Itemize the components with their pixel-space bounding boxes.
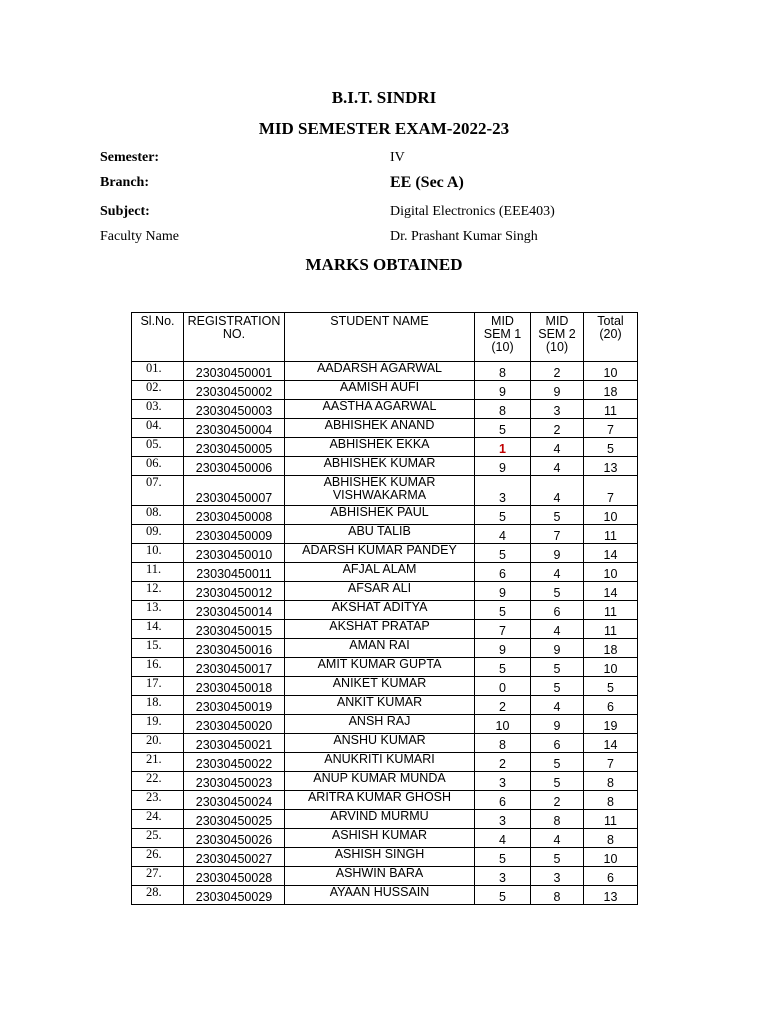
- mid-sem-2-cell: 4: [531, 829, 584, 848]
- total-cell: 8: [584, 829, 638, 848]
- table-row: [132, 867, 638, 886]
- table-row: [132, 715, 638, 734]
- student-name-cell: ANSHU KUMAR: [285, 734, 475, 753]
- header-total: Total (20): [584, 313, 638, 362]
- registration-cell: 23030450003: [184, 400, 285, 419]
- total-cell: 11: [584, 525, 638, 544]
- mid-sem-1-cell: 6: [475, 791, 531, 810]
- student-name-cell: ANIKET KUMAR: [285, 677, 475, 696]
- total-cell: 7: [584, 476, 638, 506]
- registration-cell: 23030450019: [184, 696, 285, 715]
- table-row: [132, 525, 638, 544]
- faculty-label: Faculty Name: [100, 229, 179, 244]
- sl-no-cell: 06.: [132, 457, 184, 476]
- mid-sem-2-cell: 2: [531, 791, 584, 810]
- branch-value: EE (Sec A): [390, 174, 464, 191]
- marks-obtained-title: MARKS OBTAINED: [305, 255, 463, 274]
- subject-label: Subject:: [100, 204, 150, 219]
- sl-no-cell: 10.: [132, 544, 184, 563]
- student-name-cell: AFJAL ALAM: [285, 563, 475, 582]
- total-cell: 11: [584, 400, 638, 419]
- sl-no-cell: 08.: [132, 506, 184, 525]
- table-row: [132, 362, 638, 381]
- table-header-row: [132, 313, 638, 362]
- student-name-line-2: VISHWAKARMA: [332, 488, 427, 502]
- mid-sem-2-cell: 5: [531, 772, 584, 791]
- table-row: [132, 506, 638, 525]
- mid-sem-1-cell: 4: [475, 525, 531, 544]
- registration-cell: 23030450025: [184, 810, 285, 829]
- mid-sem-2-cell: 2: [531, 362, 584, 381]
- total-cell: 10: [584, 362, 638, 381]
- mid-sem-1-cell: 9: [475, 457, 531, 476]
- student-name-cell: AMAN RAI: [285, 639, 475, 658]
- student-name-cell: AFSAR ALI: [285, 582, 475, 601]
- mid-sem-1-cell: 7: [475, 620, 531, 639]
- registration-cell: 23030450021: [184, 734, 285, 753]
- semester-label: Semester:: [100, 150, 160, 165]
- student-name-cell: ABHISHEK EKKA: [285, 438, 475, 457]
- student-name-cell: AKSHAT PRATAP: [285, 620, 475, 639]
- registration-cell: 23030450002: [184, 381, 285, 400]
- table-row: [132, 381, 638, 400]
- table-row: [132, 772, 638, 791]
- sl-no-cell: 07.: [132, 476, 184, 506]
- student-name-cell: ARVIND MURMU: [285, 810, 475, 829]
- total-cell: 18: [584, 639, 638, 658]
- table-row: [132, 620, 638, 639]
- student-name-cell: AKSHAT ADITYA: [285, 601, 475, 620]
- sl-no-cell: 18.: [132, 696, 184, 715]
- student-name-cell: ABHISHEK KUMAR: [285, 457, 475, 476]
- mid-sem-1-cell: 9: [475, 582, 531, 601]
- mid-sem-2-cell: 9: [531, 639, 584, 658]
- mid-sem-2-cell: 9: [531, 381, 584, 400]
- total-cell: 7: [584, 419, 638, 438]
- total-cell: 14: [584, 582, 638, 601]
- table-row: [132, 601, 638, 620]
- total-cell: 10: [584, 563, 638, 582]
- student-name-cell: ASHISH KUMAR: [285, 829, 475, 848]
- total-cell: 5: [584, 438, 638, 457]
- registration-cell: 23030450029: [184, 886, 285, 905]
- mid-sem-2-cell: 2: [531, 419, 584, 438]
- mid-sem-2-cell: 8: [531, 886, 584, 905]
- table-row: [132, 810, 638, 829]
- total-cell: 6: [584, 867, 638, 886]
- registration-cell: 23030450016: [184, 639, 285, 658]
- mid-sem-1-cell: 3: [475, 810, 531, 829]
- sl-no-cell: 11.: [132, 563, 184, 582]
- mid-sem-2-cell: 4: [531, 696, 584, 715]
- sl-no-cell: 19.: [132, 715, 184, 734]
- registration-cell: 23030450001: [184, 362, 285, 381]
- mid-sem-2-cell: 9: [531, 715, 584, 734]
- table-row: [132, 582, 638, 601]
- mid-sem-1-cell: 3: [475, 772, 531, 791]
- mid-sem-2-cell: 4: [531, 563, 584, 582]
- faculty-value: Dr. Prashant Kumar Singh: [390, 229, 538, 244]
- table-row: [132, 476, 638, 506]
- mid-sem-1-cell: 4: [475, 829, 531, 848]
- total-cell: 8: [584, 791, 638, 810]
- sl-no-cell: 26.: [132, 848, 184, 867]
- total-cell: 8: [584, 772, 638, 791]
- registration-cell: 23030450008: [184, 506, 285, 525]
- table-row: [132, 563, 638, 582]
- mid-sem-2-cell: 5: [531, 677, 584, 696]
- sl-no-cell: 28.: [132, 886, 184, 905]
- sl-no-cell: 02.: [132, 381, 184, 400]
- marks-table: [131, 312, 638, 905]
- header-mid-sem-2: MID SEM 2 (10): [531, 313, 584, 362]
- student-name-cell: AYAAN HUSSAIN: [285, 886, 475, 905]
- student-name-cell: AASTHA AGARWAL: [285, 400, 475, 419]
- mid-sem-2-cell: 5: [531, 753, 584, 772]
- student-name-cell: ANUKRITI KUMARI: [285, 753, 475, 772]
- mid-sem-1-cell: 5: [475, 544, 531, 563]
- table-row: [132, 829, 638, 848]
- mid-sem-1-cell: 9: [475, 639, 531, 658]
- total-cell: 10: [584, 658, 638, 677]
- student-name-line-1: ABHISHEK KUMAR: [323, 475, 436, 489]
- mid-sem-2-cell: 7: [531, 525, 584, 544]
- sl-no-cell: 14.: [132, 620, 184, 639]
- registration-cell: 23030450004: [184, 419, 285, 438]
- student-name-cell: ANSH RAJ: [285, 715, 475, 734]
- mid-sem-2-cell: 5: [531, 658, 584, 677]
- sl-no-cell: 13.: [132, 601, 184, 620]
- sl-no-cell: 01.: [132, 362, 184, 381]
- table-row: [132, 658, 638, 677]
- registration-cell: 23030450007: [184, 476, 285, 506]
- mid-sem-2-cell: 6: [531, 601, 584, 620]
- total-cell: 11: [584, 810, 638, 829]
- mid-sem-2-cell: 5: [531, 582, 584, 601]
- mid-sem-1-cell: 6: [475, 563, 531, 582]
- total-cell: 19: [584, 715, 638, 734]
- table-row: [132, 544, 638, 563]
- registration-cell: 23030450023: [184, 772, 285, 791]
- student-name-cell: ANUP KUMAR MUNDA: [285, 772, 475, 791]
- sl-no-cell: 20.: [132, 734, 184, 753]
- registration-cell: 23030450014: [184, 601, 285, 620]
- registration-cell: 23030450028: [184, 867, 285, 886]
- mid-sem-1-cell: 0: [475, 677, 531, 696]
- registration-cell: 23030450009: [184, 525, 285, 544]
- total-cell: 13: [584, 886, 638, 905]
- header-registration-no: REGISTRATION NO.: [184, 313, 285, 362]
- registration-cell: 23030450006: [184, 457, 285, 476]
- total-cell: 11: [584, 601, 638, 620]
- mid-sem-1-cell: 3: [475, 867, 531, 886]
- mid-sem-2-cell: 6: [531, 734, 584, 753]
- mid-sem-1-cell: 2: [475, 696, 531, 715]
- total-cell: 6: [584, 696, 638, 715]
- institute-title: B.I.T. SINDRI: [331, 88, 437, 107]
- table-row: [132, 734, 638, 753]
- sl-no-cell: 27.: [132, 867, 184, 886]
- branch-label: Branch:: [100, 175, 149, 190]
- mid-sem-2-cell: 4: [531, 457, 584, 476]
- table-row: [132, 457, 638, 476]
- registration-cell: 23030450020: [184, 715, 285, 734]
- mid-sem-1-cell: 1: [475, 438, 531, 457]
- student-name-cell: [285, 476, 475, 506]
- table-row: [132, 438, 638, 457]
- student-name-cell: ABHISHEK ANAND: [285, 419, 475, 438]
- mid-sem-1-cell: 9: [475, 381, 531, 400]
- sl-no-cell: 05.: [132, 438, 184, 457]
- registration-cell: 23030450010: [184, 544, 285, 563]
- student-name-cell: AAMISH AUFI: [285, 381, 475, 400]
- mid-sem-1-cell: 5: [475, 886, 531, 905]
- mid-sem-2-cell: 4: [531, 438, 584, 457]
- sl-no-cell: 22.: [132, 772, 184, 791]
- sl-no-cell: 15.: [132, 639, 184, 658]
- student-name-cell: ANKIT KUMAR: [285, 696, 475, 715]
- mid-sem-1-cell: 5: [475, 506, 531, 525]
- table-row: [132, 400, 638, 419]
- sl-no-cell: 25.: [132, 829, 184, 848]
- student-name-cell: ARITRA KUMAR GHOSH: [285, 791, 475, 810]
- sl-no-cell: 09.: [132, 525, 184, 544]
- mid-sem-1-cell: 5: [475, 848, 531, 867]
- student-name-cell: ASHISH SINGH: [285, 848, 475, 867]
- semester-value: IV: [390, 150, 405, 165]
- registration-cell: 23030450018: [184, 677, 285, 696]
- table-row: [132, 848, 638, 867]
- mid-sem-1-cell: 3: [475, 476, 531, 506]
- registration-cell: 23030450011: [184, 563, 285, 582]
- mid-sem-2-cell: 9: [531, 544, 584, 563]
- mid-sem-2-cell: 5: [531, 848, 584, 867]
- sl-no-cell: 03.: [132, 400, 184, 419]
- sl-no-cell: 21.: [132, 753, 184, 772]
- mid-sem-2-cell: 8: [531, 810, 584, 829]
- total-cell: 10: [584, 506, 638, 525]
- registration-cell: 23030450027: [184, 848, 285, 867]
- table-row: [132, 886, 638, 905]
- table-row: [132, 753, 638, 772]
- table-row: [132, 639, 638, 658]
- mid-sem-1-cell: 5: [475, 419, 531, 438]
- sl-no-cell: 17.: [132, 677, 184, 696]
- total-cell: 11: [584, 620, 638, 639]
- table-row: [132, 696, 638, 715]
- registration-cell: 23030450017: [184, 658, 285, 677]
- total-cell: 13: [584, 457, 638, 476]
- mid-sem-2-cell: 4: [531, 476, 584, 506]
- student-name-cell: ABU TALIB: [285, 525, 475, 544]
- mid-sem-2-cell: 5: [531, 506, 584, 525]
- sl-no-cell: 16.: [132, 658, 184, 677]
- sl-no-cell: 24.: [132, 810, 184, 829]
- table-row: [132, 419, 638, 438]
- exam-title: MID SEMESTER EXAM-2022-23: [258, 119, 510, 138]
- registration-cell: 23030450022: [184, 753, 285, 772]
- total-cell: 7: [584, 753, 638, 772]
- mid-sem-2-cell: 3: [531, 400, 584, 419]
- mid-sem-2-cell: 3: [531, 867, 584, 886]
- registration-cell: 23030450015: [184, 620, 285, 639]
- sl-no-cell: 23.: [132, 791, 184, 810]
- header-mid-sem-1: MID SEM 1 (10): [475, 313, 531, 362]
- mid-sem-1-cell: 8: [475, 734, 531, 753]
- mid-sem-2-cell: 4: [531, 620, 584, 639]
- student-name-cell: ADARSH KUMAR PANDEY: [285, 544, 475, 563]
- subject-value: Digital Electronics (EEE403): [390, 204, 555, 219]
- student-name-cell: AMIT KUMAR GUPTA: [285, 658, 475, 677]
- registration-cell: 23030450026: [184, 829, 285, 848]
- mid-sem-1-cell: 8: [475, 362, 531, 381]
- total-cell: 14: [584, 544, 638, 563]
- total-cell: 5: [584, 677, 638, 696]
- student-name-cell: ASHWIN BARA: [285, 867, 475, 886]
- header-sl-no: Sl.No.: [132, 313, 184, 362]
- student-name-cell: ABHISHEK PAUL: [285, 506, 475, 525]
- table-row: [132, 677, 638, 696]
- mid-sem-1-cell: 5: [475, 601, 531, 620]
- sl-no-cell: 12.: [132, 582, 184, 601]
- sl-no-cell: 04.: [132, 419, 184, 438]
- registration-cell: 23030450012: [184, 582, 285, 601]
- header-student-name: STUDENT NAME: [285, 313, 475, 362]
- mid-sem-1-cell: 2: [475, 753, 531, 772]
- registration-cell: 23030450005: [184, 438, 285, 457]
- table-row: [132, 791, 638, 810]
- total-cell: 10: [584, 848, 638, 867]
- mid-sem-1-cell: 5: [475, 658, 531, 677]
- total-cell: 14: [584, 734, 638, 753]
- student-name-cell: AADARSH AGARWAL: [285, 362, 475, 381]
- mid-sem-1-cell: 10: [475, 715, 531, 734]
- marks-table-body: [132, 362, 638, 905]
- total-cell: 18: [584, 381, 638, 400]
- mid-sem-1-cell: 8: [475, 400, 531, 419]
- registration-cell: 23030450024: [184, 791, 285, 810]
